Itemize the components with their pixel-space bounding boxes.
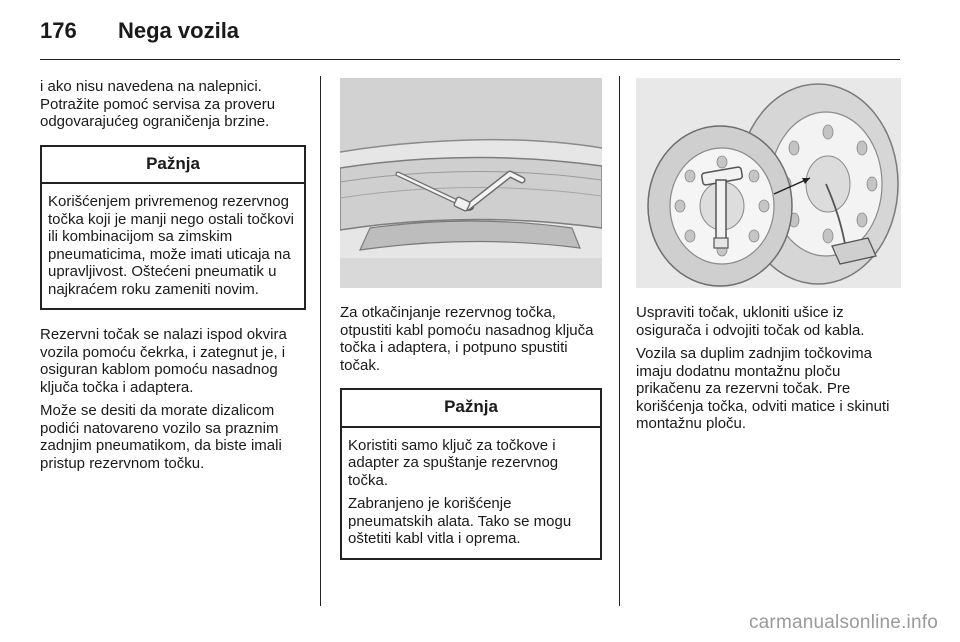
column-1 [40, 78, 306, 478]
notice-body [42, 184, 304, 308]
wheel-brace-under-bumper-illustration [340, 78, 602, 288]
notice-title: Pažnja [42, 147, 304, 185]
notice-title: Pažnja [342, 390, 600, 428]
watermark: carmanualsonline.info [748, 612, 938, 633]
column-3 [636, 78, 901, 439]
body-paragraph: Može se desiti da morate dizalicom podići natovareno vozilo sa praznim zadnjim pneumatikom, da biste imali pristup rezervnom točku. [40, 402, 282, 472]
page-number: 176 [40, 18, 77, 43]
body-paragraph: Rezervni točak se nalazi ispod okvira vozila pomoću čekrka, i zategnut je, i osiguran kablom pomoću nasadnog ključa točka i adaptera. [40, 326, 287, 396]
header-rule [40, 59, 900, 60]
column-divider-1 [320, 76, 321, 606]
column-divider-2 [619, 76, 620, 606]
notice-box-2 [340, 388, 602, 560]
body-paragraph: Vozila sa duplim zadnjim točkovima imaju dodatnu montažnu ploču prikačenu za rezervni točak. Pre korišćenja točka, odviti matice i skinuti montažnu ploču. [636, 345, 890, 432]
spare-wheel-cable-hook-illustration [636, 78, 898, 288]
notice-box-1 [40, 145, 306, 311]
column-2 [340, 78, 602, 576]
body-paragraph: Za otkačinjanje rezervnog točka, otpustiti kabl pomoću nasadnog ključa točka i adaptera, i potpuno spustiti točak. [340, 304, 594, 374]
notice-paragraph: Korišćenjem privremenog rezervnog točka koji je manji nego ostali točkovi ili kombinacijom sa zimskim pneumaticima, može imati uticaja na upravljivost. Oštećeni pneumatik u najkraćem roku zameniti novim. [48, 193, 294, 298]
notice-paragraph: Koristiti samo ključ za točkove i adapter za spuštanje rezervnog točka. [348, 436, 559, 489]
notice-paragraph: Zabranjeno je korišćenje pneumatskih alata. Tako se mogu oštetiti kabl vitla i oprema. [348, 495, 572, 547]
intro-paragraph: i ako nisu navedena na nalepnici. Potražite pomoć servisa za proveru odgovarajućeg ograničenja brzine. [40, 78, 276, 130]
notice-body [342, 428, 600, 558]
body-paragraph: Uspraviti točak, ukloniti ušice iz osigurača i odvojiti točak od kabla. [636, 304, 865, 339]
page-title: Nega vozila [118, 18, 240, 43]
